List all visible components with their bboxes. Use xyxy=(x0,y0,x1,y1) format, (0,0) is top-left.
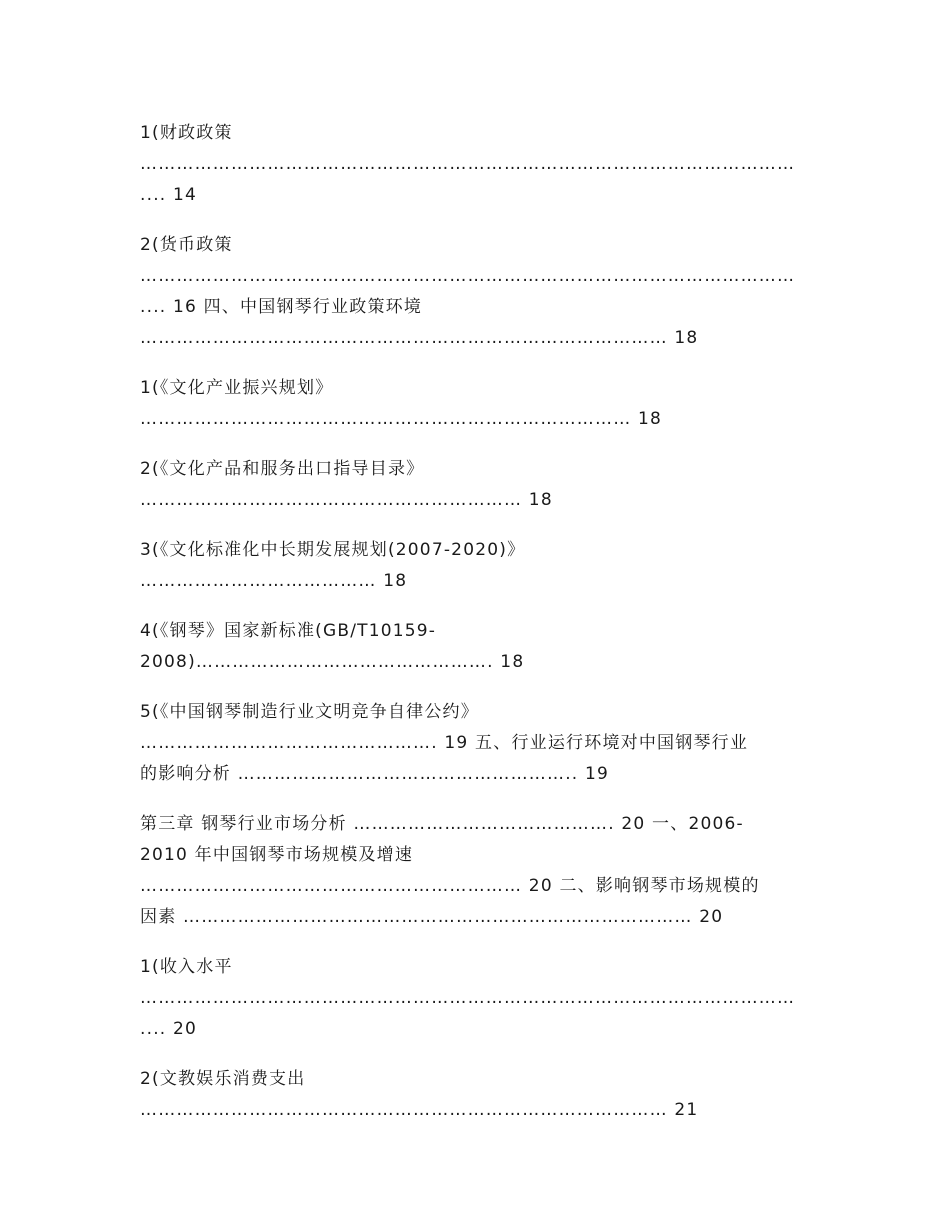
toc-line: ………………………………… 18 xyxy=(140,571,408,591)
toc-entry-income-level xyxy=(140,952,810,1045)
toc-line: …………………………………………………………………………… 21 xyxy=(140,1100,699,1120)
toc-line: 1(财政政策 xyxy=(140,123,233,143)
toc-line: 4(《钢琴》国家新标准(GB/T10159- xyxy=(140,621,437,641)
toc-line: 2(文教娱乐消费支出 xyxy=(140,1069,306,1089)
toc-line: 1(《文化产业振兴规划》 xyxy=(140,378,334,398)
toc-entry-piano-standard xyxy=(140,616,810,678)
toc-entry-standardization-plan xyxy=(140,535,810,597)
toc-entry-culture-revitalization xyxy=(140,373,810,435)
toc-line: ……………………………………………………… 20 二、影响钢琴市场规模的 xyxy=(140,876,760,896)
toc-line: 2008)…………………………………………. 18 xyxy=(140,652,525,672)
toc-line: .... 14 xyxy=(140,185,198,205)
toc-entry-entertainment-spending xyxy=(140,1064,810,1126)
toc-line: 因素 ………………………………………………………………………… 20 xyxy=(140,907,724,927)
toc-line: 2(《文化产品和服务出口指导目录》 xyxy=(140,459,425,479)
toc-line: 2010 年中国钢琴市场规模及增速 xyxy=(140,845,414,865)
toc-line: 3(《文化标准化中长期发展规划(2007-2020)》 xyxy=(140,540,526,560)
toc-entry-monetary-policy xyxy=(140,230,810,354)
toc-line: 1(收入水平 xyxy=(140,957,233,977)
toc-line: …………………………………………. 19 五、行业运行环境对中国钢琴行业 xyxy=(140,733,749,753)
toc-line: ……………………………………………………………………………………………… xyxy=(140,266,796,286)
toc-line: ……………………………………………………… 18 xyxy=(140,490,553,510)
toc-line: 2(货币政策 xyxy=(140,235,233,255)
toc-page xyxy=(140,118,810,1126)
toc-line: 5(《中国钢琴制造行业文明竞争自律公约》 xyxy=(140,702,479,722)
toc-line: …………………………………………………………………………… 18 xyxy=(140,328,699,348)
toc-line: .... 16 四、中国钢琴行业政策环境 xyxy=(140,297,423,317)
toc-line: 第三章 钢琴行业市场分析 ……………………………………. 20 一、2006- xyxy=(140,814,744,834)
toc-line: ……………………………………………………………………………………………… xyxy=(140,988,796,1008)
toc-line: 的影响分析 ……………………………………………….. 19 xyxy=(140,764,610,784)
toc-entry-chapter-three xyxy=(140,809,810,933)
toc-entry-self-discipline-convention xyxy=(140,697,810,790)
toc-entry-fiscal-policy xyxy=(140,118,810,211)
toc-line: ……………………………………………………………………… 18 xyxy=(140,409,663,429)
toc-line: .... 20 xyxy=(140,1019,198,1039)
toc-line: ……………………………………………………………………………………………… xyxy=(140,154,796,174)
toc-entry-export-catalog xyxy=(140,454,810,516)
